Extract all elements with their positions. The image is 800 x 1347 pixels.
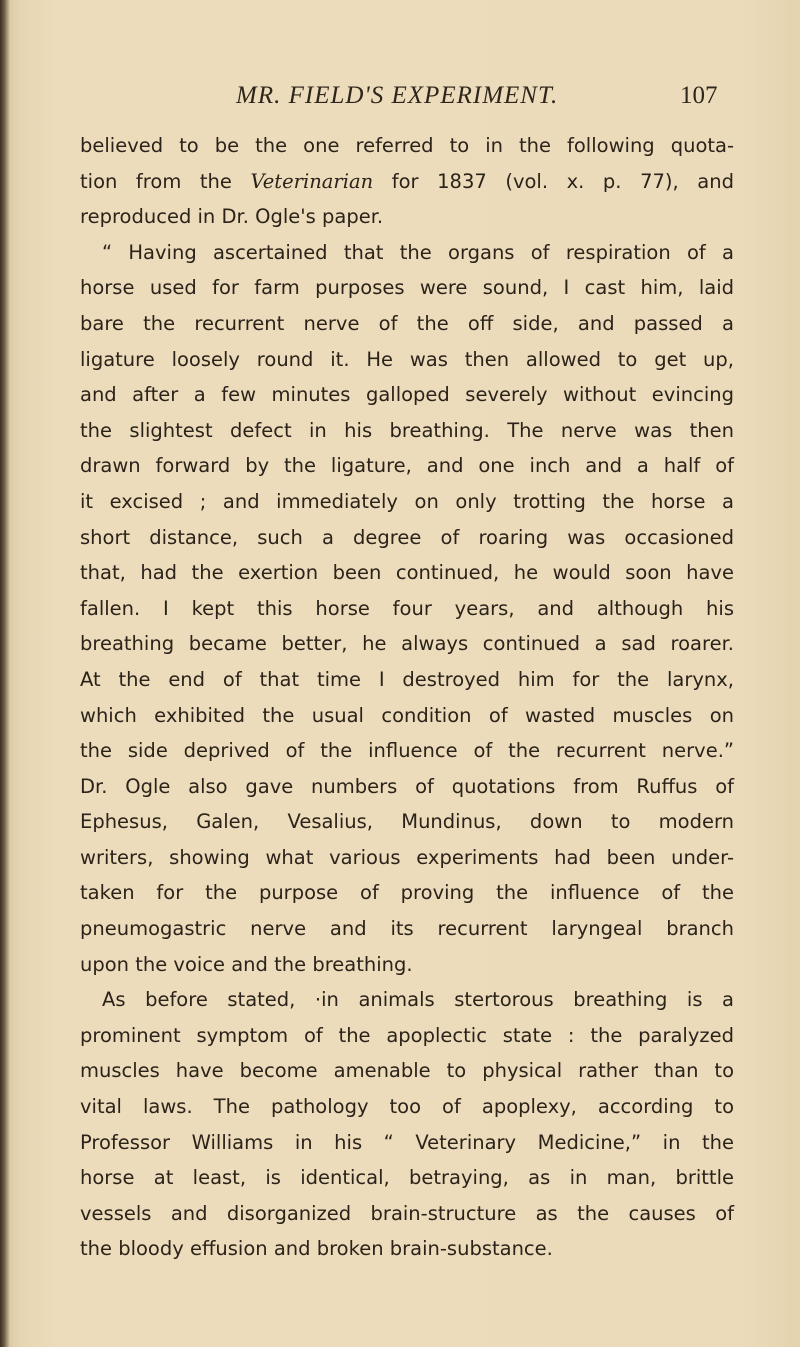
text-line [80,591,734,627]
text-run: believed to be the one referred to in the following quota- [80,134,734,157]
text-run: short distance, such a degree of roaring was occasioned [80,525,734,549]
text-run: horse at least, is identical, betraying, as in man, brittle [80,1166,734,1190]
text-run: reproduced in Dr. Ogle's paper. [80,205,384,229]
text-run: ligature loosely round it. He was then allowed to get up, [80,347,734,371]
text-line [80,235,734,271]
text-line [80,947,734,983]
running-head [0,82,800,122]
running-title: MR. FIELD'S EXPERIMENT. [236,82,559,109]
binding-gutter-shadow [0,0,10,1347]
text-run: Ephesus, Galen, Vesalius, Mundinus, down to modern [80,810,734,834]
text-line [80,128,734,164]
text-line [80,1018,734,1054]
text-run: upon the voice and the breathing. [80,952,413,976]
body-text [80,128,734,1267]
text-line [80,555,734,591]
text-line [80,270,734,306]
text-run: bare the recurrent nerve of the off side, and passed a [80,311,734,335]
text-run: that, had the exertion been continued, he would soon have [80,561,734,585]
text-line [80,1160,734,1196]
text-line [80,982,734,1018]
text-line [80,1089,734,1125]
text-run: drawn forward by the ligature, and one inch and a half of [80,454,734,478]
text-line [80,484,734,520]
text-run: vessels and disorganized brain-structure as the causes of [80,1201,734,1225]
text-line [80,662,734,698]
text-line [80,1196,734,1232]
text-run: muscles have become amenable to physical rather than to [80,1059,734,1083]
text-line [80,342,734,378]
text-run: it excised ; and immediately on only trotting the horse a [80,489,734,513]
text-line [80,1125,734,1161]
text-run: the side deprived of the influence of the recurrent nerve.” [80,739,734,763]
text-run: the slightest defect in his breathing. The nerve was then [80,418,734,442]
text-line [80,199,734,235]
text-run: for 1837 (vol. x. p. 77), and [373,169,734,193]
text-line [80,1231,734,1267]
text-run: breathing became better, he always continued a sad roarer. [80,632,734,656]
text-run: pneumogastric nerve and its recurrent laryngeal branch [80,917,734,941]
text-line [80,804,734,840]
text-run: tion from the [80,169,251,193]
text-run: fallen. I kept this horse four years, and although his [80,596,734,620]
text-line [80,377,734,413]
text-run: taken for the purpose of proving the influence of the [80,881,734,905]
text-line [80,413,734,449]
page-number: 107 [680,82,718,109]
text-run: writers, showing what various experiments had been under- [80,845,734,869]
italic-title: Veterinarian [250,169,374,193]
text-line [80,1053,734,1089]
text-run: horse used for farm purposes were sound, I cast him, laid [80,276,734,300]
text-run: vital laws. The pathology too of apoplexy, according to [80,1095,734,1119]
text-run: which exhibited the usual condition of wasted muscles on [80,703,734,727]
text-run: At the end of that time I destroyed him for the larynx, [80,667,734,691]
text-run: the bloody effusion and broken brain-substance. [80,1237,553,1261]
text-run: prominent symptom of the apoplectic state : the paralyzed [80,1023,734,1047]
text-run: As before stated, ·in animals stertorous breathing is a [102,988,734,1012]
text-run: “ Having ascertained that the organs of respiration of a [102,240,734,264]
text-line [80,306,734,342]
text-run: Dr. Ogle also gave numbers of quotations from Ruffus of [80,774,734,798]
text-line [80,448,734,484]
text-run: Professor Williams in his “ Veterinary Medicine,” in the [80,1130,734,1154]
text-line [80,875,734,911]
text-line [80,626,734,662]
text-line [80,911,734,947]
text-line [80,698,734,734]
text-line [80,733,734,769]
text-line [80,769,734,805]
text-line [80,520,734,556]
text-run: and after a few minutes galloped severely without evincing [80,383,734,407]
text-line [80,840,734,876]
text-line [80,164,734,200]
